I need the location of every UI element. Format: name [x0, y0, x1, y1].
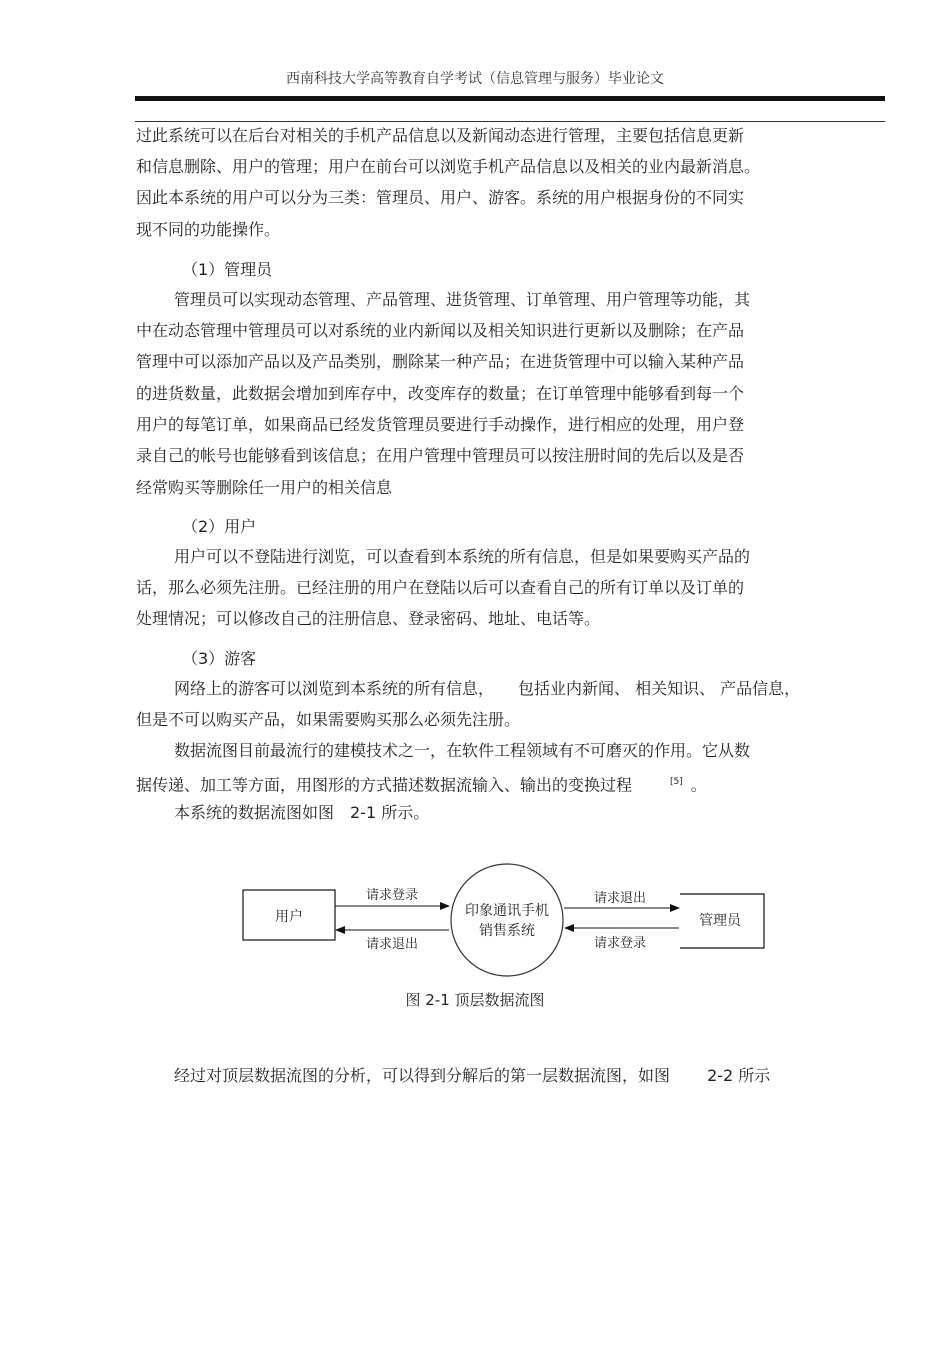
citation-ref: [5]	[670, 777, 683, 787]
paragraph-line: 经过对顶层数据流图的分析，可以得到分解后的第一层数据流图，如图 2-2 所示	[174, 1066, 771, 1085]
paragraph-line: 中在动态管理中管理员可以对系统的业内新闻以及相关知识进行更新以及删除；在产品	[136, 321, 745, 340]
header-rule-thin	[135, 121, 885, 122]
flow-label: 请求退出	[593, 891, 647, 906]
section-heading-guest: （3）游客	[182, 649, 257, 668]
flow-label: 请求登录	[593, 936, 647, 951]
paragraph-line: 网络上的游客可以浏览到本系统的所有信息， 包括业内新闻、 相关知识、 产品信息，	[174, 679, 801, 698]
admin-entity-label: 管理员	[699, 913, 741, 929]
paragraph-line: 管理员可以实现动态管理、产品管理、进货管理、订单管理、用户管理等功能，其	[174, 290, 751, 309]
paragraph-line: 和信息删除、用户的管理；用户在前台可以浏览手机产品信息以及相关的业内最新消息。	[136, 157, 761, 176]
paragraph-line: 话，那么必须先注册。已经注册的用户在登陆以后可以查看自己的所有订单以及订单的	[136, 578, 745, 597]
paragraph-line: 用户可以不登陆进行浏览，可以查看到本系统的所有信息，但是如果要购买产品的	[174, 547, 751, 566]
flow-label: 请求退出	[365, 937, 419, 952]
paragraph-line: 因此本系统的用户可以分为三类：管理员、用户、游客。系统的用户根据身份的不同实	[136, 188, 745, 207]
flow-label: 请求登录	[365, 888, 419, 903]
paragraph-line: 经常购买等删除任一用户的相关信息	[136, 478, 393, 497]
paragraph-line: 本系统的数据流图如图 2-1 所示。	[174, 803, 430, 822]
section-heading-user: （2）用户	[182, 517, 257, 536]
header-rule-thick	[135, 96, 885, 101]
process-label-line2: 销售系统	[479, 923, 535, 939]
paragraph-line: 录自己的帐号也能够看到该信息；在用户管理中管理员可以按注册时间的先后以及是否	[136, 446, 745, 465]
paragraph-line: 过此系统可以在后台对相关的手机产品信息以及新闻动态进行管理，主要包括信息更新	[136, 126, 745, 145]
paragraph-line: 但是不可以购买产品，如果需要购买那么必须先注册。	[136, 710, 521, 729]
user-entity-label: 用户	[275, 909, 303, 925]
paragraph-end: 。	[690, 775, 707, 795]
paragraph-line	[136, 772, 707, 795]
figure-caption: 图 2-1 顶层数据流图	[405, 991, 545, 1009]
section-heading-admin: （1）管理员	[182, 260, 273, 279]
data-flow-diagram	[230, 860, 790, 990]
paragraph-line: 用户的每笔订单，如果商品已经发货管理员要进行手动操作，进行相应的处理，用户登	[136, 415, 745, 434]
paragraph-text: 据传递、加工等方面，用图形的方式描述数据流输入、输出的变换过程	[136, 775, 633, 795]
process-label-line1: 印象通讯手机	[465, 903, 549, 919]
page-header: 西南科技大学高等教育自学考试（信息管理与服务）毕业论文	[286, 71, 664, 87]
paragraph-line: 处理情况；可以修改自己的注册信息、登录密码、地址、电话等。	[136, 609, 601, 628]
paragraph-line: 数据流图目前最流行的建模技术之一，在软件工程领域有不可磨灭的作用。它从数	[174, 741, 751, 760]
paragraph-line: 现不同的功能操作。	[136, 220, 281, 239]
paragraph-line: 管理中可以添加产品以及产品类别，删除某一种产品；在进货管理中可以输入某种产品	[136, 352, 745, 371]
paragraph-line: 的进货数量，此数据会增加到库存中，改变库存的数量；在订单管理中能够看到每一个	[136, 384, 745, 403]
system-process-circle	[451, 864, 563, 976]
